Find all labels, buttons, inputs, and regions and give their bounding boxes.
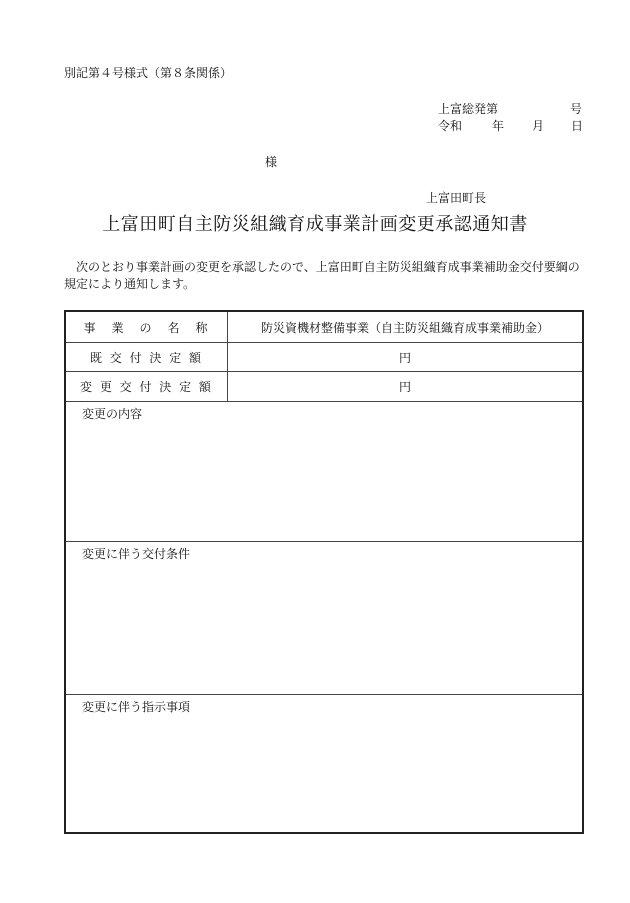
- section-instructions: [66, 695, 582, 834]
- row-label: 変 更 交 付 決 定 額: [66, 372, 228, 401]
- section-grant-conditions: [66, 542, 582, 695]
- row-label: 事 業 の 名 称: [66, 312, 228, 342]
- form-table: [64, 310, 584, 834]
- document-title: 上富田町自主防災組織育成事業計画変更承認通知書: [102, 214, 528, 235]
- section-label: 変更に伴う指示事項: [82, 700, 191, 714]
- year-label: 年: [492, 119, 505, 133]
- row-value: 円: [398, 380, 411, 394]
- section-label: 変更に伴う交付条件: [82, 547, 191, 561]
- document-number-label: 上富総発第: [438, 102, 499, 116]
- row-label: 既 交 付 決 定 額: [66, 343, 228, 371]
- table-row-new-amount: [66, 372, 582, 402]
- addressee-suffix: 様: [265, 155, 278, 169]
- era-label: 令和: [438, 119, 463, 133]
- form-reference: 別記第４号様式（第８条関係）: [64, 66, 233, 80]
- month-label: 月: [532, 119, 545, 133]
- document-number-line: [438, 100, 583, 116]
- issuer-name: 上富田町長: [426, 191, 487, 205]
- row-value: 円: [398, 350, 411, 365]
- row-value: 防災資機材整備事業（自主防災組織育成事業補助金）: [260, 320, 549, 335]
- date-line: [438, 117, 583, 133]
- body-paragraph: 次のとおり事業計画の変更を承認したので、上富田町自主防災組織育成事業補助金交付要綱の規定により通知します。: [64, 260, 580, 291]
- table-row-previous-amount: [66, 343, 582, 372]
- section-change-content: [66, 402, 582, 542]
- table-row-project-name: [66, 312, 582, 343]
- document-number-suffix: 号: [570, 102, 583, 116]
- section-label: 変更の内容: [82, 407, 143, 421]
- day-label: 日: [571, 119, 584, 133]
